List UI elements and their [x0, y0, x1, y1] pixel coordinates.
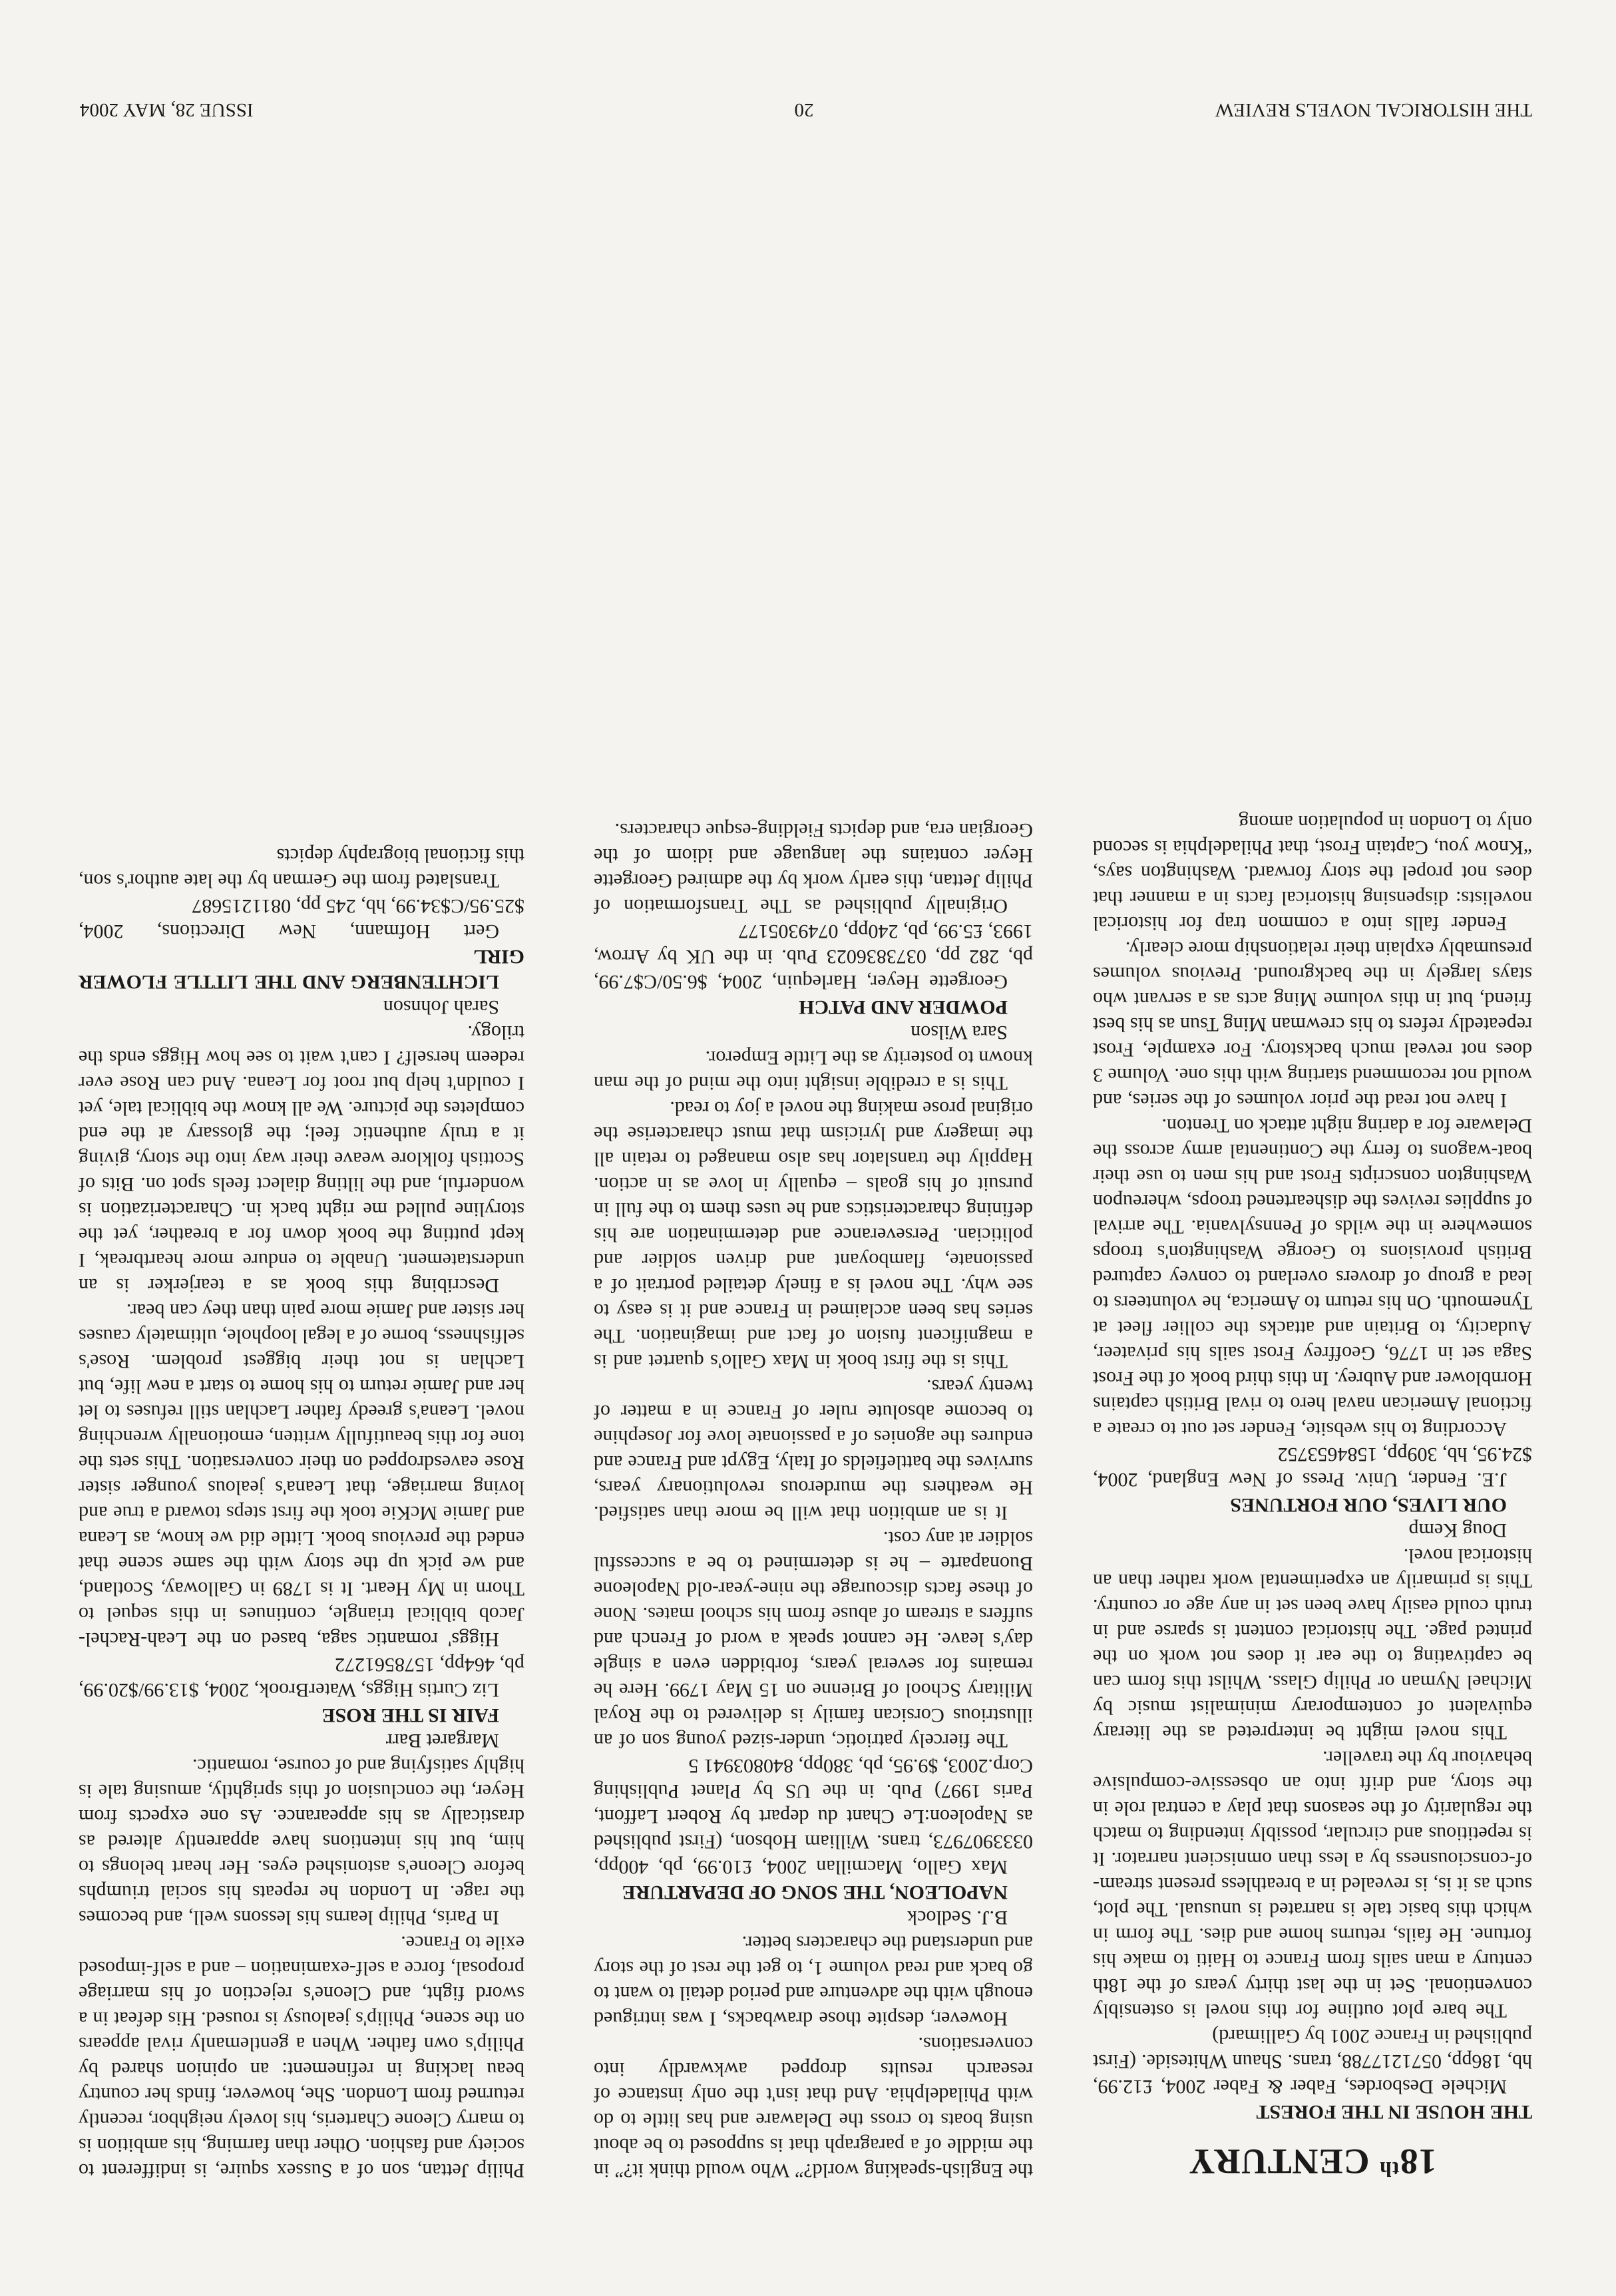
column-left-content	[1093, 809, 1532, 2124]
review-paragraph: the English-speaking world?” Who would think it?” in the middle of a paragraph that is supposed to be about using boats to cross the Delaware and has little to do with Philadelphia. And that isn't the only instance of research results dropped awkwardly into conversations.	[594, 2033, 1033, 2182]
review-paragraph: However, despite those drawbacks, I was intrigued enough with the adventure and period detail to want to go back and read volume 1, to get the rest of the story and understand the characters better.	[594, 1932, 1033, 2030]
review-paragraph: Higgs' romantic saga, based on the Leah-Rachel-Jacob biblical triangle, continues in this sequel to Thorn in My Heart. It is 1789 in Galloway, Scotland, and we pick up the story with the same scene that ended the previous book. Little did we know, as Leana and Jamie McKie took the first steps toward a true and loving marriage, that Leana's jealous younger sister Rose eavesdropped on their conversation. This sets the tone for this beautifully written, emotionally wrenching novel. Leana's greedy father Lachlan still refuses to let her and Jamie return to his home to start a new life, but Lachlan is not their biggest problem. Rose's selfishness, borne of a legal loophole, ultimately causes her sister and Jamie more pain than they can bear.	[79, 1300, 524, 1650]
reviewer-name: B.J. Sedlock	[907, 1907, 1008, 1929]
review-title: THE HOUSE IN THE FOREST	[1256, 2101, 1532, 2123]
column-middle	[594, 817, 1033, 2183]
review-paragraph: This novel might be interpreted as the literary equivalent of contemporary minimalist music by Michael Nyman or Philip Glass. Whilst this form can be captivating to the ear it does not work on the printed page. The historical content is sparse and in truth could easily have been set in any age or country. This is primarily an experimental work rather than an historical novel.	[1093, 1545, 1532, 1744]
review-paragraph: Originally published as The Transformation of Philip Jettan, this early work by the admired Georgette Heyer contains the language and idiom of the Georgian era, and depicts Fielding-esque characters.	[594, 819, 1033, 917]
review-paragraph: According to his website, Fender set out to create a fictional American naval hero to rival British captains Hornblower and Aubrey. In this third book of the Frost Saga set in 1776, Geoffrey Frost sails his privateer, Audacity, to Britain and attacks the collier fleet at Tynemouth. On his return to America, he volunteers to lead a group of drovers overland to convey captured British provisions to George Washington's troops somewhere in the wilds of Pennsylvania. The arrival of supplies revives the disheartened troops, whereupon Washington conscripts Frost and his men to use their boat-wagons to ferry the Continental army across the Delaware for a daring night attack on Trenton.	[1093, 1115, 1532, 1440]
footer-page-number: 20	[794, 99, 814, 120]
review-paragraph: Philip Jettan, son of a Sussex squire, is indifferent to society and fashion. Other than farming, his ambition is to marry Cleone Charteris, his lovely neighbor, recently returned from London. She, however, finds her country beau lacking in refinement: an opinion shared by Philip's own father. When a gentlemanly rival appears on the scene, Philip's jealousy is roused. His defeat in a sword fight, and Cleone's rejection of his marriage proposal, force a self-examination – and a self-imposed exile to France.	[79, 1932, 524, 2182]
heading-number: 18	[1399, 2142, 1437, 2182]
bibliographic-info: Max Gallo, Macmillan 2004, £10.99, pb, 400pp, 0333907973, trans. William Hobson, (First published as Napoleon:Le Chant du depart by Robert Laffont, Paris 1997) Pub. in the US by Planet Publishing Corp.2003, $9.95, pb, 380pp, 840803941 5	[594, 1755, 1033, 1878]
review-paragraph: Fender falls into a common trap for historical novelists: dispensing historical facts in a manner that does not propel the story forward. Washington says, “Know you, Captain Frost, that Philadelphia is second only to London in population among	[1093, 811, 1532, 934]
review-paragraph: It is an ambition that will be more than satisfied. He weathers the murderous revolutionary years, survives the battlefields of Italy, Egypt and France and endures the agonies of a passionate love for Josephine to become absolute ruler of France in a matter of twenty years.	[594, 1376, 1033, 1524]
reviewer-name: Sarah Johnson	[383, 996, 499, 1018]
review-paragraph: This is a credible insight into the mind of the man known to posterity as the Little Emperor.	[594, 1047, 1033, 1094]
review-paragraph: In Paris, Philip learns his lessons well, and becomes the rage. In London he repeats his social triumphs before Cleone's astonished eyes. Her heart belongs to him, but his intentions have apparently altered as drastically as his appearance. As one expects from Heyer, the conclusion of this sprightly, amusing tale is highly satisfying and of course, romantic.	[79, 1755, 524, 1929]
column-right	[79, 843, 524, 2183]
review-title: NAPOLEON, THE SONG OF DEPARTURE	[622, 1881, 1008, 1903]
review-paragraph: Describing this book as a tearjerker is an understatement. Unable to endure more heartbreak, I kept putting the book down for a breather, yet the storyline pulled me right back in. Characterization is wonderful, and the lilting dialect feels spot on. Bits of Scottish folklore weave their way into the story, giving it a truly authentic feel; the glossary at the end completes the picture. We all know the biblical tale, yet I couldn't help but root for Leana. And can Rose ever redeem herself? I can't wait to see how Higgs ends the trilogy.	[79, 1022, 524, 1296]
reviewer-name: Margaret Barr	[385, 1730, 499, 1752]
review-title: OUR LIVES, OUR FORTUNES	[1230, 1494, 1507, 1516]
section-heading	[1093, 2140, 1532, 2183]
review-paragraph: The bare plot outline for this novel is ostensibly conventional. Set in the last thirty years of the 18th century a man sails from France to Haiti to make his fortune. He fails, returns home and dies. The form in which this basic tale is narrated is unusual. The plot, such as it is, is revealed in a breathless present stream-of-consciousness by a less than omniscient narrator. It is repetitious and circular, possibly intending to match the regularity of the seasons that play a central role in the story, and drift into an obsessive-compulsive behaviour by the traveller.	[1093, 1747, 1532, 2022]
review-paragraph: This is the first book in Max Gallo's quartet and is a magnificent fusion of fact and imagination. The series has been acclaimed in France and it is easy to see why. The novel is a finely detailed portrait of a passionate, flamboyant and driven soldier and politician. Perseverance and determination are his defining characteristics and he uses them to the full in pursuit of his goals – equally in love as in action. Happily the translator has also managed to retain all the imagery and lyricism that must characterise the original prose making the novel a joy to read.	[594, 1097, 1033, 1372]
bibliographic-info: Michele Desbordes, Faber & Faber 2004, £12.99, hb, 186pp, 0571217788, trans. Shaun Whiteside. (First published in France 2001 by Gallimard)	[1093, 2025, 1532, 2098]
review-title: LICHTENBERG AND THE LITTLE FLOWER GIRL	[79, 946, 524, 993]
review-paragraph: I have not read the prior volumes of the series, and would not recommend starting with this one. Volume 3 does not reveal much backstory. For example, Frost repeatedly refers to his crewman Ming Tsun as his best friend, but in this volume Ming acts as a servant who stays largely in the background. Previous volumes presumably explain their relationship more clearly.	[1093, 938, 1532, 1111]
bibliographic-info: Liz Curtis Higgs, WaterBrook, 2004, $13.99/$20.99, pb, 464pp, 1578561272	[79, 1654, 524, 1701]
reviewer-name: Doug Kemp	[1408, 1519, 1507, 1541]
column-right-content	[79, 843, 524, 2183]
bibliographic-info: Georgette Heyer, Harlequin, 2004, $6.50/C$7.99, pb, 282 pp, 0373836023 Pub. in the UK by Arrow, 1993, £5.99, pb, 240pp, 0749305177	[594, 920, 1033, 993]
footer-journal-title: THE HISTORICAL NOVELS REVIEW	[1215, 99, 1532, 120]
bibliographic-info: Gert Hofmann, New Directions, 2004, $25.95/C$34.99, hb, 245 pp, 0811215687	[79, 895, 524, 942]
footer-issue: ISSUE 28, MAY 2004	[80, 99, 254, 120]
bibliographic-info: J.E. Fender, Univ. Press of New England, 2004, $24.95, hb, 309pp, 1584653752	[1093, 1443, 1532, 1491]
review-title: FAIR IS THE ROSE	[321, 1704, 499, 1726]
review-paragraph: Translated from the German by the late author's son, this fictional biography depicts	[79, 845, 524, 892]
heading-word: CENTURY	[1188, 2142, 1370, 2182]
column-left	[1093, 809, 1532, 2183]
heading-superscript: th	[1379, 2158, 1400, 2182]
review-paragraph: The fiercely patriotic, under-sized young son of an illustrious Corsican family is delivered to the Royal Military School of Brienne on 15 May 1799. Here he remains for several years, forbidden even a single day's leave. He cannot speak a word of French and suffers a stream of abuse from his school mates. None of these facts discourage the nine-year-old Napoleone Buonaparte – he is determined to be a successful soldier at any cost.	[594, 1527, 1033, 1752]
reviewer-name: Sara Wilson	[910, 1022, 1008, 1044]
column-middle-content	[594, 817, 1033, 2183]
review-title: POWDER AND PATCH	[799, 996, 1008, 1018]
